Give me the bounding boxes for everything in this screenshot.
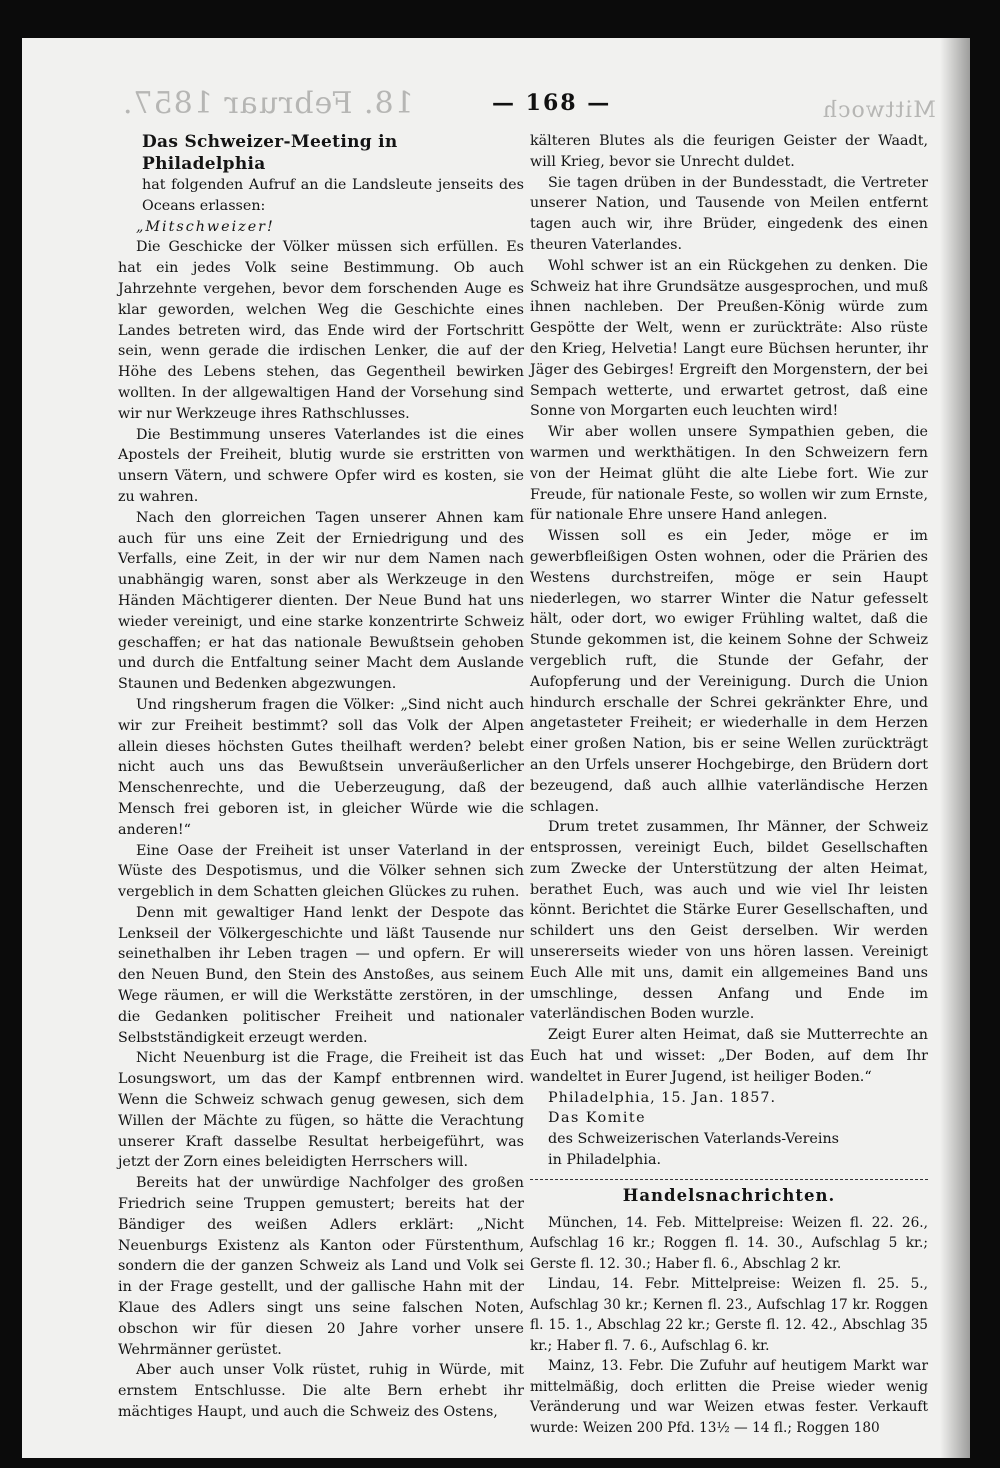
- article-headline: Das Schweizer-Meeting in Philadelphia: [142, 132, 398, 174]
- article-paragraph: Drum tretet zusammen, Ihr Männer, der Schweiz entsprossen, vereinigt Euch, bildet Gesellschaften zum Zwecke der Unterstützung der alten Heimat, berathet Euch, was auch und wie viel Ihr leisten könnt. Berichtet die Stärke Eurer Gesellschaften, und schildert uns den Geist derselben. Wir werden unsererseits wieder von uns hören lassen. Vereinigt Euch Alle mit uns, damit ein allgemeines Band uns umschlinge, dessen Anfang und Ende im vaterländischen Boden wurzle.: [530, 819, 928, 1023]
- article-paragraph: Nicht Neuenburg ist die Frage, die Freiheit ist das Losungswort, um das der Kampf entbrennen wird. Wenn die Schweiz schwach genug gewesen, sich dem Willen der Mächte zu fügen, so hätte die Verachtung unserer Kraft dasselbe Resultat herbeigeführt, was jetzt der Zorn eines beleidigten Herrschers will.: [118, 1050, 524, 1171]
- article-paragraph: Sie tagen drüben in der Bundesstadt, die Vertreter unserer Nation, und Tausende von Meilen entfernt tagen auch wir, ihre Brüder, eingedenk des einen theuren Vaterlandes.: [530, 174, 928, 253]
- article-salutation: „Mitschweizer!: [136, 218, 275, 235]
- market-report: München, 14. Feb. Mittelpreise: Weizen fl. 22. 26., Aufschlag 16 kr.; Roggen fl. 14. 30., Aufschlag 5 kr.; Gerste fl. 12. 30.; Haber fl. 6., Abschlag 2 kr.: [530, 1214, 928, 1272]
- market-report: Lindau, 14. Febr. Mittelpreise: Weizen fl. 25. 5., Aufschlag 30 kr.; Kernen fl. 23., Aufschlag 17 kr. Roggen fl. 15. 1., Abschlag 22 kr.; Gerste fl. 12. 42., Abschlag 35 kr.; Haber fl. 7. 6., Aufschlag 6. kr.: [530, 1276, 928, 1354]
- page-number: — 168 —: [492, 90, 612, 116]
- bleed-through-text: 18. Februar 1857.: [122, 86, 414, 121]
- article-paragraph: Wissen soll es ein Jeder, möge er im gewerbfleißigen Osten wohnen, oder die Prärien des Westens durchstreifen, möge er sein Haupt niederlegen, wo starrer Winter die Natur gefesselt hält, oder dort, wo ewiger Frühling waltet, daß die Stunde gekommen ist, die keinem Sohne der Schweiz vergeblich ruft, die Stunde der Gefahr, der Aufopferung und der Vereinigung. Durch die Union hindurch erschalle der Schrei gekränkter Ehre, und angetasteter Freiheit; er wiederhalle in dem Herzen einer großen Nation, bis er seine Wellen zurückträgt an den Urfels unserer Hochgebirge, den Brüdern dort bezeugend, daß auch allhie vaterländische Herzen schlagen.: [530, 528, 928, 815]
- market-report: Mainz, 13. Febr. Die Zufuhr auf heutigem Markt war mittelmäßig, doch erlitten die Preise wieder wenig Veränderung und war Weizen etwas fester. Verkauft wurde: Weizen 200 Pfd. 13½ — 14 fl.; Roggen 180: [530, 1358, 928, 1436]
- right-column: [530, 131, 928, 1438]
- article-paragraph: Zeigt Eurer alten Heimat, daß sie Mutterrechte an Euch hat und wisset: „Der Boden, auf dem Ihr wandeltet in Eurer Jugend, ist heiliger Boden.“: [530, 1027, 928, 1085]
- article-paragraph: Wohl schwer ist an ein Rückgehen zu denken. Die Schweiz hat ihre Grundsätze ausgesprochen, und muß ihnen nachleben. Der Preußen-König würde zum Gespötte der Welt, wenn er zurückträte: Also rüste den Krieg, Helvetia! Langt eure Büchsen herunter, ihr Jäger des Gebirges! Ergreift den Morgenstern, der bei Sempach wetterte, und erwartet getrost, daß eine Sonne von Morgarten euch leuchten wird!: [530, 257, 928, 420]
- left-column: [118, 131, 524, 1423]
- article-signature: Das Komite: [548, 1110, 647, 1127]
- article-signature: des Schweizerischen Vaterlands-Vereins: [548, 1131, 839, 1148]
- newspaper-page: [22, 38, 970, 1458]
- article-paragraph: Und ringsherum fragen die Völker: „Sind nicht auch wir zur Freiheit bestimmt? soll das Volk der Alpen allein dieses höchsten Gutes theilhaft werden? belebt nicht auch uns das Bewußtsein unveräußerlicher Menschenrechte, und die Ueberzeugung, daß der Mensch frei geboren ist, in gleicher Würde wie die anderen!“: [118, 696, 524, 838]
- article-paragraph: Aber auch unser Volk rüstet, ruhig in Würde, mit ernstem Entschlusse. Die alte Bern erhebt ihr mächtiges Haupt, und auch die Schweiz des Ostens,: [118, 1362, 524, 1421]
- article-paragraph: Bereits hat der unwürdige Nachfolger des großen Friedrich seine Truppen gemustert; bereits hat der Bändiger des weißen Adlers erklärt: „Nicht Neuenburgs Existenz als Kanton oder Fürstenthum, sondern die der ganzen Schweiz als Land und Volk sei in der Frage gestellt, und der gallische Hahn mit der Klaue des Adlers singt uns seine falschen Noten, obschon wir für diesen 20 Jahre vorher unsere Wehrmänner gerüstet.: [118, 1175, 524, 1358]
- article-paragraph: Die Geschicke der Völker müssen sich erfüllen. Es hat ein jedes Volk seine Bestimmung. Ob auch Jahrzehnte vergehen, bevor dem forschenden Auge es klar geworden, welchen Weg die Geschichte eines Landes betreten wird, das Ende wird der Fortschritt sein, wenn gerade die irdischen Lenker, die auf der Höhe des Lebens stehen, das Gegentheil bewirken wollten. In der allgewaltigen Hand der Vorsehung sind wir nur Werkzeuge ihres Rathschlusses.: [118, 239, 524, 422]
- article-paragraph: Wir aber wollen unsere Sympathien geben, die warmen und werkthätigen. In den Schweizern fern von der Heimat glüht die alte Liebe fort. Wie zur Freude, für nationale Feste, so wollen wir zum Ernste, für nationale Ehre unsere Hand anlegen.: [530, 424, 928, 524]
- article-paragraph: Denn mit gewaltiger Hand lenkt der Despote das Lenkseil der Völkergeschichte und läßt Tausende nur seinethalben ihr Leben tragen — und opfern. Er will den Neuen Bund, den Stein des Anstoßes, aus seinem Wege räumen, er will die Werkstätte zerstören, in der die Gedanken politischer Freiheit und nationaler Selbstständigkeit erzeugt werden.: [118, 904, 524, 1046]
- article-dateline: Philadelphia, 15. Jan. 1857.: [548, 1089, 776, 1106]
- article-signature: in Philadelphia.: [548, 1152, 662, 1169]
- commerce-reports: [530, 1213, 928, 1439]
- commerce-heading: Handelsnachrichten.: [622, 1185, 836, 1205]
- article-paragraph: kälteren Blutes als die feurigen Geister der Waadt, will Krieg, bevor sie Unrecht duldet.: [530, 133, 928, 170]
- article-paragraph: Die Bestimmung unseres Vaterlandes ist die eines Apostels der Freiheit, blutig wurde sie erstritten von unsern Vätern, und schwere Opfer wird es kosten, sie zu wahren.: [118, 426, 524, 505]
- page-edge-shadow: [940, 38, 970, 1458]
- article-paragraph: Nach den glorreichen Tagen unserer Ahnen kam auch für uns eine Zeit der Erniedrigung und des Verfalls, eine Zeit, in der wir nur dem Namen nach unabhängig waren, sonst aber als Werkzeuge in den Händen Mächtigerer dienten. Der Neue Bund hat uns wieder vereinigt, und eine starke konzentrirte Schweiz geschaffen; er hat das nationale Bewußtsein gehoben und durch die Entfaltung seiner Macht dem Auslande Staunen und Bedenken abgezwungen.: [118, 509, 524, 693]
- section-divider: [530, 1179, 928, 1180]
- article-paragraph: Eine Oase der Freiheit ist unser Vaterland in der Wüste des Despotismus, und die Völker sehnen sich vergeblich in dem Schatten gleichen Glückes zu ruhen.: [118, 842, 524, 901]
- bleed-through-text: Mittwoch: [822, 98, 936, 123]
- article-intro: hat folgenden Aufruf an die Landsleute jenseits des Oceans erlassen:: [142, 177, 524, 214]
